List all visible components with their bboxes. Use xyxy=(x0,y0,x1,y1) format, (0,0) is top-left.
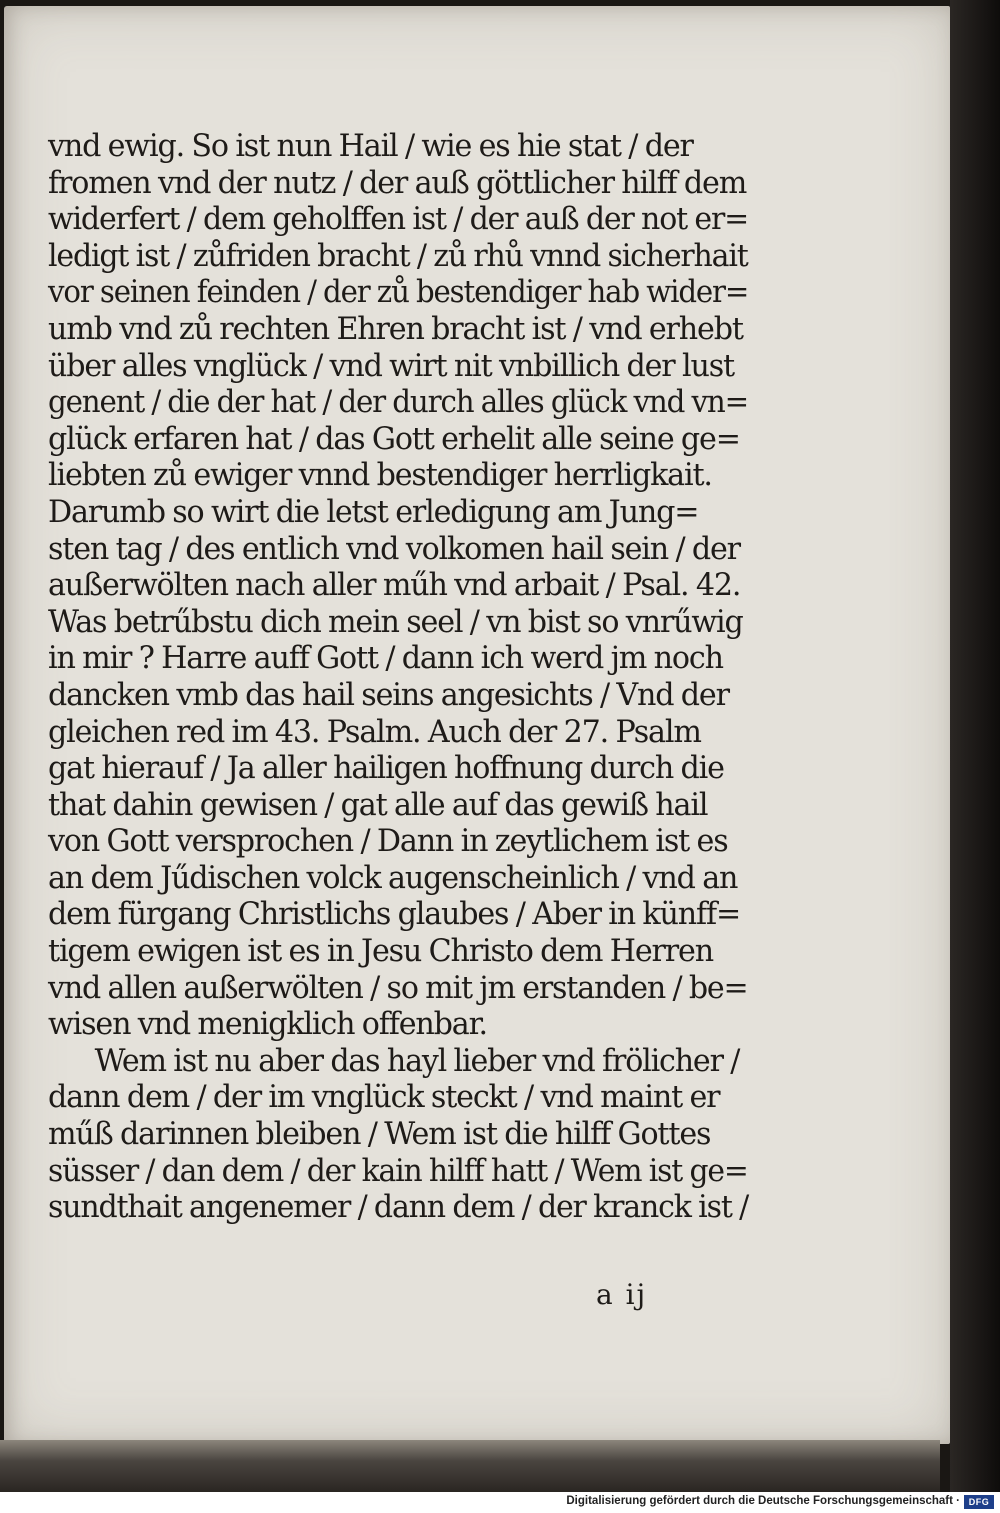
signature-mark: a ij xyxy=(596,1278,648,1311)
footer-bar xyxy=(0,1492,1000,1513)
text-line: dann dem / der im vnglück steckt / vnd maint er xyxy=(48,1079,720,1116)
text-line: műß darinnen bleiben / Wem ist die hilff Gottes xyxy=(48,1116,711,1153)
text-line: that dahin gewisen / gat alle auf das gewiß hail xyxy=(48,786,708,823)
text-line: Darumb so wirt die letst erledigung am Jung= xyxy=(48,493,699,530)
funding-notice: Digitalisierung gefördert durch die Deutsche Forschungsgemeinschaft · xyxy=(566,1495,960,1507)
text-line: gleichen red im 43. Psalm. Auch der 27. Psalm xyxy=(48,713,701,750)
text-line: sten tag / des entlich vnd volkomen hail sein / der xyxy=(48,530,740,567)
text-line: genent / die der hat / der durch alles glück vnd vn= xyxy=(48,384,749,421)
book-page xyxy=(4,6,950,1444)
page-text xyxy=(48,128,768,1226)
spine-shadow xyxy=(950,0,1000,1492)
text-line: umb vnd zů rechten Ehren bracht ist / vnd erhebt xyxy=(48,310,743,347)
text-line: dem fürgang Christlichs glaubes / Aber in künff= xyxy=(48,896,741,933)
text-line: über alles vnglück / vnd wirt nit vnbillich der lust xyxy=(48,347,734,384)
text-line: vnd allen außerwölten / so mit jm erstanden / be= xyxy=(48,969,748,1006)
page-edge xyxy=(0,1440,940,1492)
text-line: süsser / dan dem / der kain hilff hatt / Wem ist ge= xyxy=(48,1152,748,1189)
text-line: glück erfaren hat / das Gott erhelit alle seine ge= xyxy=(48,420,740,457)
text-line: in mir ? Harre auff Gott / dann ich werd jm noch xyxy=(48,640,723,677)
text-line: Wem ist nu aber das hayl lieber vnd frölicher / xyxy=(94,1042,740,1079)
dfg-logo: DFG xyxy=(964,1495,994,1509)
text-line: an dem Jűdischen volck augenscheinlich / vnd an xyxy=(48,859,738,896)
text-line: liebten zů ewiger vnnd bestendiger herrligkait. xyxy=(48,457,712,494)
text-line: dancken vmb das hail seins angesichts / Vnd der xyxy=(48,676,729,713)
text-line: sundthait angenemer / dann dem / der kranck ist / xyxy=(48,1189,749,1226)
text-line: vnd ewig. So ist nun Hail / wie es hie stat / der xyxy=(48,128,693,164)
text-line: fromen vnd der nutz / der auß göttlicher hilff dem xyxy=(48,164,747,201)
text-line: wisen vnd menigklich offenbar. xyxy=(48,1006,487,1043)
text-line: von Gott versprochen / Dann in zeytlichem ist es xyxy=(48,823,728,860)
text-line: widerfert / dem geholffen ist / der auß der not er= xyxy=(48,201,749,238)
text-line: vor seinen feinden / der zů bestendiger hab wider= xyxy=(48,274,749,311)
text-line: gat hierauf / Ja aller hailigen hoffnung durch die xyxy=(48,750,724,787)
text-line: Was betrűbstu dich mein seel / vn bist so vnrűwig xyxy=(48,603,743,640)
text-line: außerwölten nach aller műh vnd arbait / Psal. 42. xyxy=(48,567,741,604)
text-line: ledigt ist / zůfriden bracht / zů rhů vnnd sicherhait xyxy=(48,237,748,274)
text-line: tigem ewigen ist es in Jesu Christo dem Herren xyxy=(48,933,713,970)
